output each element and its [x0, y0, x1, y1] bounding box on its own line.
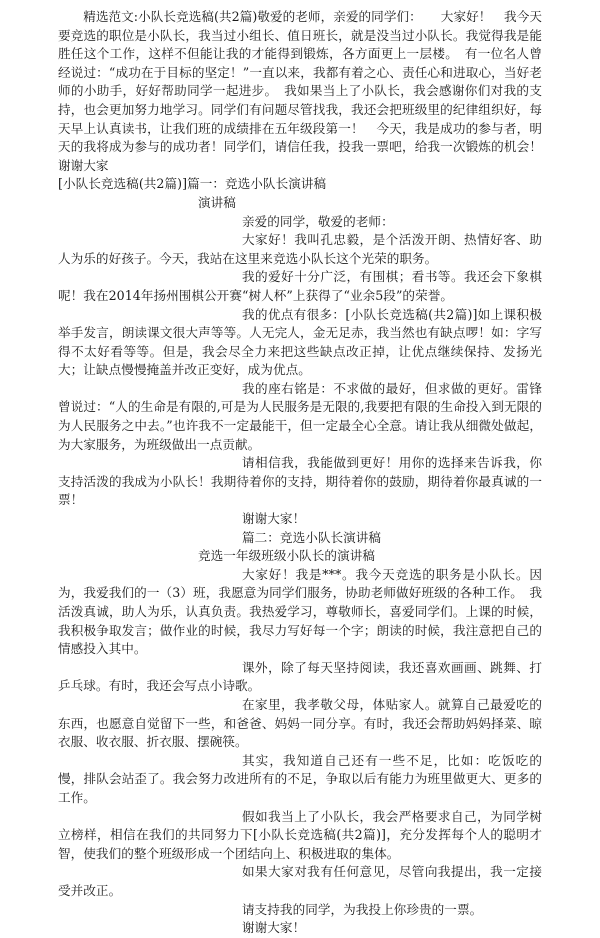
essay2-title: 竞选一年级班级小队长的演讲稿	[198, 548, 376, 564]
intro-paragraph: 精选范文:小队长竞选稿(共2篇)敬爱的老师，亲爱的同学们： 大家好！ 我今天要竞选的职位是小队长，我当过小组长、值日班长，就是没当过小队长。我觉得我是能胜任这个工作，这样不但能让我的才能得到锻炼，各方面更上一层楼。 有一位名人曾经说过：“成功在于目标的坚定！”一直以来，我都有着之心、责任心和进取心，当好老师的小助手，好好帮助同学一起进步。 我如果当上了小队长，我会感谢你们对我的支持，也会更加努力地学习。同学们有问题尽管找我，我还会把班级里的纪律组织好，每天早上认真读书，让我们班的成绩排在五年级段第一！ 今天，我是成功的参与者，明天的我将成为参与的成功者！同学们，请信任我，投我一票吧，给我一次锻炼的机会！ 谢谢大家	[58, 9, 555, 173]
essay1-subtitle: 演讲稿	[198, 194, 236, 210]
essay2-paragraph-5: 假如我当上了小队长，我会严格要求自己，为同学树立榜样，相信在我们的共同努力下[小队长竞选稿(共2篇)]，充分发挥每个人的聪明才智，使我们的整个班级形成一个团结向上、积极进取的集体。	[58, 808, 542, 861]
essay1-paragraph-2: 我的爱好十分广泛，有围棋；看书等。我还会下象棋呢！我在2014年扬州围棋公开赛“树人杯”上获得了“业余5段”的荣誉。	[58, 269, 542, 303]
essay2-paragraph-4: 其实，我知道自己还有一些不足，比如：吃饭吃的慢，排队会站歪了。我会努力改进所有的不足，争取以后有能力为班里做更大、更多的工作。	[58, 752, 542, 805]
essay1-thanks: 谢谢大家！	[242, 511, 306, 527]
essay1-title: [小队长竞选稿(共2篇)]篇一：竞选小队长演讲稿	[58, 176, 327, 192]
essay2-paragraph-2: 课外，除了每天坚持阅读，我还喜欢画画、跳舞、打乒乓球。有时，我还会写点小诗歌。	[58, 659, 542, 694]
essay1-paragraph-4: 我的座右铭是：不求做的最好，但求做的更好。雷锋曾说过：“人的生命是有限的,可是为人民服务是无限的,我要把有限的生命投入到无限的为人民服务之中去。”也许我不一定最能干，但一定最全心全意。请让我从细微处做起，为大家服务，为班级做出一点贡献。	[58, 380, 542, 452]
essay2-paragraph-3: 在家里，我孝敬父母，体贴家人。就算自己最爱吃的东西，也愿意自觉留下一些，和爸爸、妈妈一同分享。有时，我还会帮助妈妈择菜、晾衣服、收衣服、折衣服、摆碗筷。	[58, 696, 542, 750]
essay1-greeting: 亲爱的同学，敬爱的老师：	[242, 213, 394, 229]
essay2-paragraph-7: 请支持我的同学，为我投上你珍贵的一票。	[242, 901, 483, 917]
essay2-paragraph-6: 如果大家对我有任何意见，尽管向我提出，我一定接受并改正。	[58, 864, 542, 898]
essay1-paragraph-1: 大家好！我叫孔忠毅，是个活泼开朗、热情好客、助人为乐的好孩子。今天，我站在这里来竞选小队长这个光荣的职务。	[58, 232, 542, 266]
essay2-thanks: 谢谢大家！	[242, 920, 306, 936]
essay2-paragraph-1: 大家好！我是***。我今天竞选的职务是小队长。因为，我爱我们的一（3）班，我愿意为同学们服务，协助老师做好班级的各种工作。 我活泼真诚，助人为乐，认真负责。我热爱学习，尊敬师长，喜爱同学们。上课的时候，我积极争取发言；做作业的时候，我尽力写好每一个字；朗读的时候，我注意把自己的情感投入其中。	[58, 566, 542, 657]
essay2-label: 篇二：竞选小队长演讲稿	[242, 529, 382, 545]
essay1-paragraph-3: 我的优点有很多：[小队长竞选稿(共2篇)]如上课积极举手发言，朗读课文很大声等等。人无完人，金无足赤，我当然也有缺点啰！如：字写得不太好看等等。但是，我会尽全力来把这些缺点改正掉，让优点继续保持、发扬光大；让缺点慢慢掩盖并改正变好，成为优点。	[58, 306, 542, 378]
essay1-paragraph-5: 请相信我，我能做到更好！用你的选择来告诉我，你支持活泼的我成为小队长！我期待着你的支持，期待着你的鼓励，期待着你最真诚的一票！	[58, 455, 542, 508]
